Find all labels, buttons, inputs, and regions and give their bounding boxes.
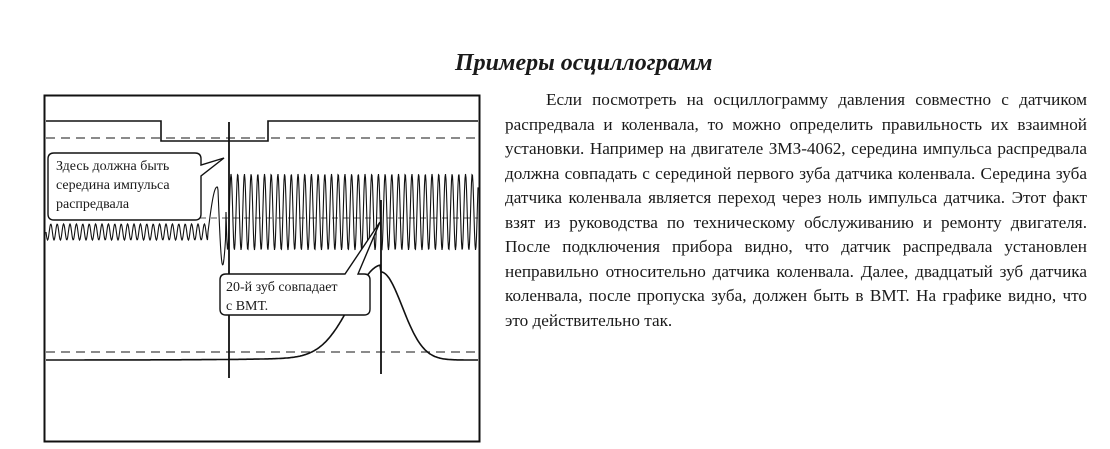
oscillogram-frame [45,96,480,442]
body-paragraph: Если посмотреть на осциллограмму давления совместно с датчиком распредвала и коленвала, то можно определить правильность их взаимной установки. Например на двигателе ЗМЗ-4062, середина импульса распредвала должна совпадать с серединой первого зуба датчика коленвала. Середина зуба датчика коленвала является переход через ноль импульса датчика. Этот факт взят из руководства по техническому обслуживанию и ремонту двигателя. После подключения прибора видно, что датчик распредвала установлен неправильно относительно датчика коленвала. Далее, двадцатый зуб датчика коленвала, после пропуска зуба, должен быть в ВМТ. На графике видно, что это действительно так. [505,90,1087,330]
callout-camshaft-line-2: середина импульса [56,178,170,193]
callout-camshaft [48,153,224,220]
page-title: Примеры осциллограмм [455,50,713,76]
callout-camshaft-line-1: Здесь должна быть [56,159,170,174]
callout-camshaft-line-3: распредвала [56,197,130,212]
callout-tdc-line-1: 20-й зуб совпадает [226,280,338,295]
callout-tdc-line-2: с ВМТ. [226,299,269,314]
